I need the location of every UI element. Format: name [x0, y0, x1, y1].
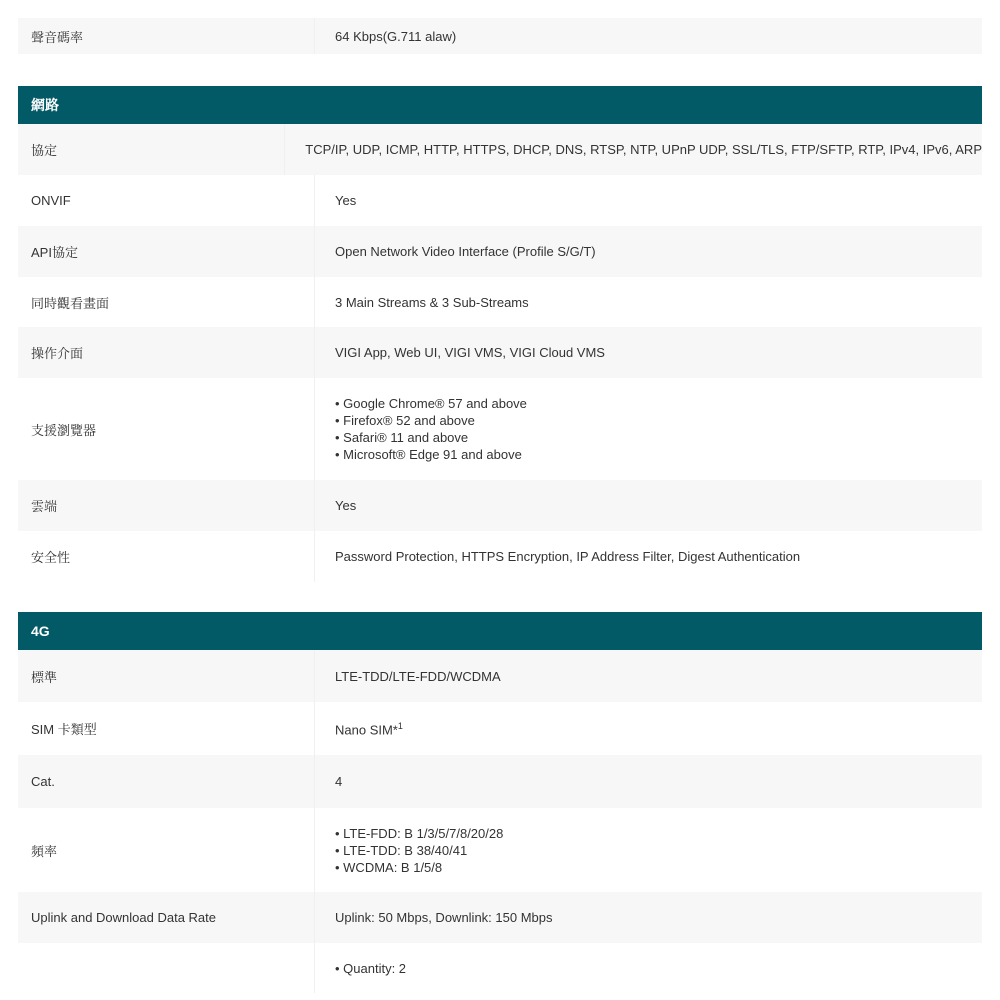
spec-value-line — [335, 668, 501, 685]
spec-value — [315, 668, 501, 685]
spec-row — [18, 480, 982, 531]
spec-row — [18, 277, 982, 327]
spec-value-line — [335, 909, 553, 926]
spec-value — [315, 395, 527, 463]
spec-value-line — [335, 497, 356, 514]
spec-row — [18, 378, 982, 480]
spec-value-text: • Firefox® 52 and above — [335, 413, 475, 428]
spec-value-line — [335, 718, 403, 738]
spec-value — [315, 497, 356, 514]
spec-label: 雲端 — [18, 480, 315, 531]
spec-row — [18, 124, 982, 175]
spec-label — [18, 943, 315, 993]
spec-label: Uplink and Download Data Rate — [18, 892, 315, 943]
spec-value-text: Uplink: 50 Mbps, Downlink: 150 Mbps — [335, 910, 553, 925]
spec-value-text: • Google Chrome® 57 and above — [335, 396, 527, 411]
spec-row — [18, 755, 982, 808]
spec-value-text: Password Protection, HTTPS Encryption, IP Address Filter, Digest Authentication — [335, 549, 801, 564]
spec-label: Cat. — [18, 755, 315, 808]
spec-value-line — [335, 842, 503, 859]
spec-row — [18, 702, 982, 755]
spec-label: 操作介面 — [18, 327, 315, 378]
spec-value-text: Yes — [335, 498, 357, 513]
spec-value-line — [335, 192, 356, 209]
spec-row — [18, 18, 982, 54]
spec-value — [315, 548, 800, 565]
spec-value-text: Nano SIM* — [335, 722, 398, 738]
footnote-marker: 1 — [397, 721, 403, 732]
spec-value-line — [335, 859, 503, 876]
spec-value — [315, 344, 605, 361]
spec-label: API協定 — [18, 226, 315, 277]
spec-value — [315, 943, 406, 977]
spec-value — [315, 909, 553, 926]
spec-row — [18, 327, 982, 378]
spec-label: ONVIF — [18, 175, 315, 226]
spec-label: SIM 卡類型 — [18, 702, 315, 755]
spec-row — [18, 892, 982, 943]
section-header: 4G — [18, 612, 982, 650]
network-section — [18, 86, 982, 582]
spec-value-line — [335, 294, 529, 311]
spec-value — [315, 294, 529, 311]
spec-value-text: • LTE-FDD: B 1/3/5/7/8/20/28 — [335, 825, 504, 841]
spec-value-text: Yes — [335, 193, 357, 208]
spec-value-text: Open Network Video Interface (Profile S/G/T) — [335, 244, 596, 259]
spec-label: 協定 — [18, 124, 285, 175]
spec-value-line — [335, 344, 605, 361]
spec-value-text: TCP/IP, UDP, ICMP, HTTP, HTTPS, DHCP, DNS, RTSP, NTP, UPnP UDP, SSL/TLS, FTP/SFTP, RTP, IPv4, IPv6, ARP — [305, 142, 982, 157]
spec-value-text: • LTE-TDD: B 38/40/41 — [335, 842, 468, 858]
spec-value-line — [335, 548, 800, 565]
spec-value — [315, 773, 342, 790]
spec-row — [18, 943, 982, 993]
spec-value-line — [335, 28, 456, 45]
spec-label: 頻率 — [18, 808, 315, 892]
spec-value-line — [335, 960, 406, 977]
spec-value-line — [335, 446, 527, 463]
spec-value-line — [305, 141, 982, 158]
spec-row — [18, 808, 982, 892]
spec-value-text: • Quantity: 2 — [335, 961, 407, 976]
spec-value-text: 4 — [335, 774, 343, 789]
spec-value-text: 3 Main Streams & 3 Sub-Streams — [335, 294, 529, 310]
spec-value — [315, 825, 503, 876]
spec-row — [18, 175, 982, 226]
spec-value — [315, 243, 596, 260]
spec-value-line — [335, 429, 527, 446]
spec-value-line — [335, 243, 596, 260]
spec-label: 同時觀看畫面 — [18, 277, 315, 327]
4g-section — [18, 612, 982, 993]
spec-value — [315, 718, 403, 738]
spec-value-text: • WCDMA: B 1/5/8 — [335, 859, 443, 875]
spec-value-text: • Safari® 11 and above — [335, 430, 469, 445]
spec-value-text: VIGI App, Web UI, VIGI VMS, VIGI Cloud VMS — [335, 345, 605, 360]
section-header: 網路 — [18, 86, 982, 124]
spec-value — [315, 28, 456, 45]
spec-row — [18, 226, 982, 277]
spec-label: 標準 — [18, 650, 315, 702]
spec-row — [18, 531, 982, 582]
spec-value-text: LTE-TDD/LTE-FDD/WCDMA — [335, 668, 501, 684]
spec-value — [315, 192, 356, 209]
audio-table — [18, 18, 982, 54]
spec-value-line — [335, 395, 527, 412]
spec-value-text: • Microsoft® Edge 91 and above — [335, 447, 522, 462]
spec-value-line — [335, 773, 342, 790]
spec-value-line — [335, 412, 527, 429]
spec-value — [285, 141, 982, 158]
spec-value-text: 64 Kbps(G.711 alaw) — [335, 28, 457, 44]
spec-label: 安全性 — [18, 531, 315, 582]
spec-row — [18, 650, 982, 702]
spec-label: 聲音碼率 — [18, 18, 315, 54]
spec-label: 支援瀏覽器 — [18, 378, 315, 480]
spec-value-line — [335, 825, 503, 842]
